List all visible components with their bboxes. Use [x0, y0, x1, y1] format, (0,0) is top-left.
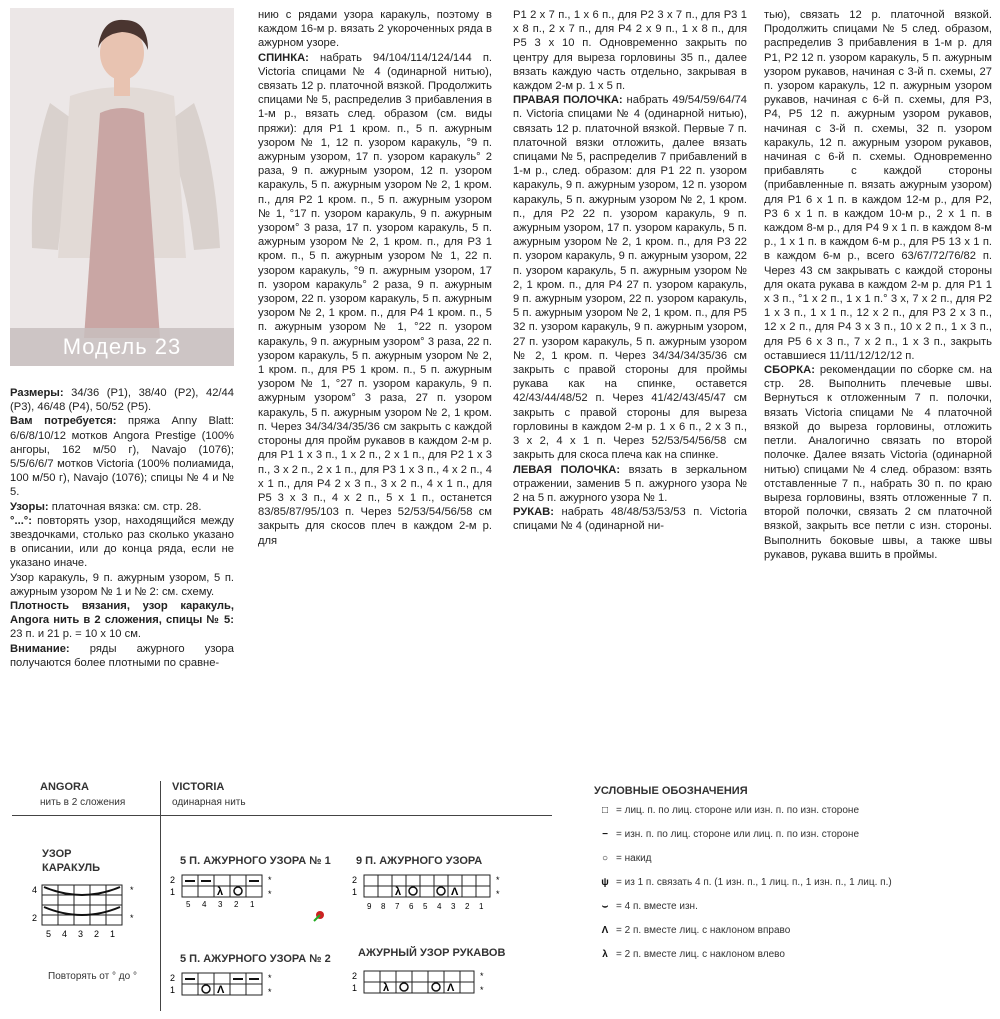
section-heading: Внимание: [10, 642, 70, 655]
karakul-star-1: * [130, 885, 134, 895]
svg-text:5: 5 [186, 900, 191, 909]
text-column-1 [10, 386, 234, 670]
svg-text:*: * [268, 973, 272, 983]
paragraph [10, 571, 234, 599]
paragraph [513, 93, 747, 462]
lace9-chart [352, 871, 512, 913]
text-column-2 [258, 8, 492, 548]
paragraph-text: P1 2 х 7 п., 1 х 6 п., для P2 3 х 7 п., для P3 1 х 8 п., 2 х 7 п., для P4 2 х 9 п., 1 х 8 п., для P5 3 х 10 п. Одновременно закрыть по центру для выреза горловины 35 п., далее вязать каждую часть отдельно, закрывая в каждом 2-м р. 1 х 5 п. [513, 9, 747, 93]
svg-text:2: 2 [94, 929, 100, 939]
legend-title: УСЛОВНЫЕ ОБОЗНАЧЕНИЯ [594, 785, 748, 797]
svg-text:5: 5 [423, 902, 428, 911]
svg-text:Λ: Λ [447, 982, 455, 994]
karakul-row-2: 2 [32, 913, 38, 923]
legend-text: = накид [616, 853, 652, 864]
paragraph [513, 8, 747, 93]
legend-item [594, 877, 892, 888]
paragraph-text: повторять узор, находящийся между звездочками, столько раз сколько указано в описании, или до конца ряда, если не указано иначе. [10, 514, 234, 570]
paragraph [10, 642, 234, 670]
legend-symbol-icon: □ [601, 805, 609, 816]
sleeve-title: АЖУРНЫЙ УЗОР РУКАВОВ [358, 947, 506, 959]
section-heading: Размеры: [10, 387, 64, 399]
svg-text:1: 1 [170, 985, 176, 995]
angora-sub: нить в 2 сложения [40, 797, 126, 808]
paragraph-text: Узор каракуль, 9 п. ажурным узором, 5 п. ажурным узором № 1 и № 2: см. схему. [10, 571, 234, 598]
legend-symbol-icon: λ [602, 949, 608, 960]
paragraph [258, 51, 492, 548]
paragraph-text: 23 п. и 21 р. = 10 х 10 см. [10, 628, 142, 641]
svg-text:4: 4 [62, 929, 68, 939]
svg-text:*: * [268, 889, 272, 899]
karakul-star-2: * [130, 913, 134, 923]
lace1-title: 5 П. АЖУРНОГО УЗОРА № 1 [180, 855, 331, 867]
svg-text:λ: λ [217, 886, 224, 898]
svg-text:2: 2 [352, 971, 358, 981]
section-heading: СПИНКА: [258, 51, 309, 64]
flower-icon [312, 907, 328, 923]
legend-text: = 4 п. вместе изн. [616, 901, 698, 912]
svg-text:1: 1 [110, 929, 116, 939]
model-illustration [10, 8, 234, 366]
text-column-3 [513, 8, 747, 534]
legend-item [594, 853, 652, 864]
paragraph-text: набрать 48/48/53/53/53 п. Victoria спицами № 4 (одинарной ни- [513, 506, 747, 533]
charts-section [0, 775, 1000, 1019]
legend-symbol-icon: − [602, 829, 608, 840]
paragraph [513, 505, 747, 533]
svg-text:λ: λ [395, 886, 402, 898]
paragraph-text: вязать в зеркальном отражении, заменив 5 п. ажурного узора № 2 на 5 п. ажурного узора № 1. [513, 463, 747, 504]
paragraph [10, 500, 234, 514]
victoria-sub: одинарная нить [172, 797, 246, 808]
paragraph-text: набрать 94/104/114/124/144 п. Victoria спицами № 4 (одинарной нитью), связать 12 р. платочной вязкой. Продолжить спицами № 5, распределив 3 прибавления в 1-м р., вязать след. образом (см. виды пряжи): для P1 1 кром. п., 5 п. ажурным узором № 1, 12 п. узором каракуль, °9 п. ажурным узором, 17 п. узором каракуль° 2 раза, 9 п. ажурным узором, 12 п. узором каракуль, 5 п. ажурным узором № 2, 1 кром. п., для P2 1 кром. п., 5 п. ажурным узором № 1, °17 п. узором каракуль, 9 п. ажурным узором° 3 раза, 17 п. узором каракуль, 5 п. ажурным узором № 2, 1 кром. п., для P3 1 кром. п., 5 п. ажурным узором № 1, 22 п. узором каракуль, °9 п. ажурным узором, 17 п. узором каракуль° 2 раза, 9 п. ажурным узором, 22 п. узором каракуль, 5 п. ажурным узором № 2, 1 кром. п., для P4 1 кром. п., 5 п. ажурным узором № 1, °22 п. узором каракуль, 9 п. ажурным узором° 3 раза, 22 п. узором каракуль, 5 п. ажурным узором № 2, 1 кром. п., для P5 1 кром. п., 5 п. ажурным узором № 1, °27 п. узором каракуль, 9 п. ажурным узором° 3 раза, 27 п. узором каракуль, 5 п. ажурным узором № 2, 1 кром. п. Через 34/34/34/35/36 см закрыть с каждой стороны для пройм рукавов в каждом 2-м р. для P1 1 х 3 п., 1 х 2 п., 2 х 1 п., для P2 1 х 3 п., 3 х 2 п., 2 х 1 п., для P3 1 х 3 п., 4 х 2 п., 4 х 1 п., для P4 2 х 3 п., 3 х 2 п., 4 х 1 п., для P5 3 х 3 п., 4 х 2 п., 5 х 1 п., останется 83/85/87/95/103 п. Через 52/53/54/56/58 см закрыть для скосов плеч в каждом 2-м р. для [258, 51, 492, 547]
svg-text:2: 2 [234, 900, 239, 909]
legend-item [594, 901, 698, 912]
section-heading: Плотность вязания, узор каракуль, Angora нить в 2 сложения, спицы № 5: [10, 600, 234, 627]
legend-text: = лиц. п. по лиц. стороне или изн. п. по изн. стороне [616, 805, 860, 816]
svg-text:1: 1 [250, 900, 255, 909]
svg-text:1: 1 [479, 902, 484, 911]
paragraph-text: рекомендации по сборке см. на стр. 28. Выполнить плечевые швы. Вернуться к отложенным 7 п. полочки, вязать Victoria спицами № 4 платочной вязкой до выреза горловины, отложить петли. Аналогично связать по второй полочке. Далее вязать Victoria (одинарной нитью) спицами № 4 след. образом: взять отставленные 7 п., набрать 30 п. по краю выреза горловины, взять отложенные 7 п. второй полочки, связать 2 см платочной вязкой, закрыть все петли с изн. стороны. Выполнить боковые швы, а также швы рукавов, рукава вшить в проймы. [764, 364, 992, 561]
section-heading: °...°: [10, 514, 32, 527]
legend-item [594, 829, 859, 840]
victoria-label: VICTORIA [172, 781, 225, 793]
section-heading: ПРАВАЯ ПОЛОЧКА: [513, 94, 623, 107]
legend-symbol-icon: ⌣ [601, 901, 609, 912]
legend-text: = изн. п. по лиц. стороне или лиц. п. по изн. стороне [616, 829, 860, 840]
paragraph-text: набрать 49/54/59/64/74 п. Victoria спицами № 4 (одинарной нитью), связать 12 р. платочной вязкой. Первые 7 п. платочной вязки отложить, далее вязать спицами № 5, распределив 7 прибавлений в 1-м р., след. образом: для P1 22 п. узором каракуль, 9 п. ажурным узором, 12 п. узором каракуль, 5 п. ажурным узором № 2, 1 кром. п., для P2 22 п. узором каракуль, 9 п. ажурным узором, 17 п. узором каракуль, 5 п. ажурным узором № 2, 1 кром. п., для P3 22 п. узором каракуль, 9 п. ажурным узором, 22 п. узором каракуль, 5 п. ажурным узором № 2, 1 кром. п., для P4 27 п. узором каракуль, 9 п. ажурным узором, 22 п. узором каракуль, 5 п. ажурным узором № 2, 1 кром. п., для P5 32 п. узором каракуль, 9 п. ажурным узором, 27 п. узором каракуль, 5 п. ажурным узором № 2, 1 кром. п. Через 34/34/34/35/36 см закрыть с правой стороны для проймы рукава как на спинке, оставется 42/43/44/48/52 п. Через 41/42/43/45/47 см закрыть с правой стороны для выреза горловины в каждом 2-м р. 1 х 6 п., 2 х 3 п., 3 х 2, 4 х 1 п. Через 52/53/54/56/58 см закрыть для скоса плеча как на спинке. [513, 94, 748, 462]
svg-text:3: 3 [78, 929, 84, 939]
paragraph [513, 463, 747, 506]
lace9-title: 9 П. АЖУРНОГО УЗОРА [356, 855, 483, 867]
svg-text:Λ: Λ [217, 984, 225, 996]
legend-symbol-icon: ○ [601, 853, 609, 864]
legend-text: = 2 п. вместе лиц. с наклоном влево [616, 949, 785, 960]
svg-text:*: * [480, 985, 484, 995]
section-heading: СБОРКА: [764, 364, 815, 377]
section-heading: Узоры: [10, 500, 49, 513]
section-heading: ЛЕВАЯ ПОЛОЧКА: [513, 463, 621, 476]
paragraph [764, 363, 992, 562]
svg-text:2: 2 [465, 902, 470, 911]
legend-symbol-icon: ψ [601, 877, 609, 888]
section-heading: РУКАВ: [513, 506, 554, 519]
svg-text:1: 1 [170, 887, 176, 897]
svg-text:Λ: Λ [451, 886, 459, 898]
angora-label: ANGORA [40, 781, 89, 793]
svg-text:2: 2 [170, 875, 176, 885]
svg-text:2: 2 [170, 973, 176, 983]
svg-text:4: 4 [202, 900, 207, 909]
sleeve-chart [352, 967, 512, 1009]
svg-text:2: 2 [352, 875, 358, 885]
svg-text:*: * [480, 971, 484, 981]
karakul-row-4: 4 [32, 885, 38, 895]
svg-text:3: 3 [218, 900, 223, 909]
svg-text:4: 4 [437, 902, 442, 911]
svg-text:7: 7 [395, 902, 400, 911]
paragraph [10, 386, 234, 414]
svg-text:*: * [268, 987, 272, 997]
svg-text:8: 8 [381, 902, 386, 911]
svg-text:λ: λ [383, 982, 390, 994]
paragraph-text: нию с рядами узора каракуль, поэтому в каждом 16-м р. вязать 2 укороченных ряда в ажурном узоре. [258, 9, 492, 50]
paragraph-text: тью), связать 12 р. платочной вязкой. Продолжить спицами № 5 след. образом, распределив 3 прибавления в 1-м р. для P1, P2 12 п. узором каракуль, 5 п. ажурным узором рукавов, начиная с 3-й п. схемы, 27 п. узором каракуль, 12 п. ажурным узором рукавов, начиная с 6-й п. схемы, для P3, P4, P5 12 п. ажурным узором рукавов, начиная с 3-й п. схемы, 32 п. узором каракуль, 12 п. ажурным узором рукавов, начиная с 6-й п. схемы. Одновременно прибавлять с каждой стороны (прибавленные п. вязать ажурным узором) для P1 6 х 1 п. в каждом 12-м р., для P2, P3 6 х 1 п. в каждом 10-м р., 2 х 1 п. в каждом 8-м р., для P4 9 х 1 п. в каждом 8-м р., 1 х 1 п. в каждом 6-м р., для P5 13 х 1 п. в каждом 6-м р., всего 63/67/72/76/82 п. Через 43 см закрывать с каждой стороны для оката рукава в каждом 2-м р. для P1 1 х 3 п., °1 х 2 п., 1 х 1 п.° 3 х, 7 х 2 п., для P2 1 х 3 п., 1 х 1 п., 12 х 2 п., для P3 2 х 3 п., 12 х 2 п., для P4 3 х 3 п., 10 х 2 п., 1 х 3 п., для P5 6 х 3 п., 7 х 2 п., 1 х 3 п., закрыть оставшиеся 11/11/12/12/12 п. [764, 9, 992, 362]
section-heading: Вам потребуется: [10, 415, 117, 428]
paragraph-text: 34/36 (P1), 38/40 (P2), 42/44 (P3), 46/48 (P4), 50/52 (P5). [10, 387, 234, 414]
lace2-title: 5 П. АЖУРНОГО УЗОРА № 2 [180, 953, 331, 965]
legend-text: = 2 п. вместе лиц. с наклоном вправо [616, 925, 791, 936]
svg-text:5: 5 [46, 929, 52, 939]
lace2-chart [170, 969, 280, 1009]
svg-text:*: * [496, 889, 500, 899]
paragraph [10, 414, 234, 499]
svg-text:6: 6 [409, 902, 414, 911]
svg-text:1: 1 [352, 983, 358, 993]
svg-text:9: 9 [367, 902, 372, 911]
model-caption: Модель 23 [10, 328, 234, 366]
text-column-4 [764, 8, 992, 562]
lace1-chart [170, 871, 280, 911]
model-photo [10, 8, 234, 366]
karakul-chart [30, 877, 140, 957]
divider-v [160, 781, 161, 1011]
paragraph-text: пряжа Anny Blatt: 6/6/8/10/12 мотков Angora Prestige (100% ангоры, 162 м/50 г), Navajo (1076); 5/5/6/6/7 мотков Victoria (100% полиамида, 100 м/50 г), Navajo (1076); спицы № 4 и № 5. [10, 415, 234, 499]
paragraph [258, 8, 492, 51]
svg-text:*: * [496, 875, 500, 885]
legend-item [594, 805, 859, 816]
legend-text: = из 1 п. связать 4 п. (1 изн. п., 1 лиц. п., 1 изн. п., 1 лиц. п.) [616, 877, 892, 888]
svg-text:*: * [268, 875, 272, 885]
legend-item [594, 925, 790, 936]
paragraph-text: платочная вязка: см. стр. 28. [48, 500, 202, 513]
paragraph [764, 8, 992, 363]
karakul-title: УЗОР КАРАКУЛЬ [42, 848, 101, 874]
paragraph-text: ряды ажурного узора получаются более плотными по сравне- [10, 642, 234, 669]
legend-item [594, 949, 785, 960]
divider-h [12, 815, 552, 816]
svg-text:1: 1 [352, 887, 358, 897]
legend-symbol-icon: Λ [601, 925, 609, 936]
svg-text:3: 3 [451, 902, 456, 911]
paragraph [10, 514, 234, 571]
karakul-repeat: Повторять от ° до ° [48, 971, 137, 982]
paragraph [10, 599, 234, 642]
